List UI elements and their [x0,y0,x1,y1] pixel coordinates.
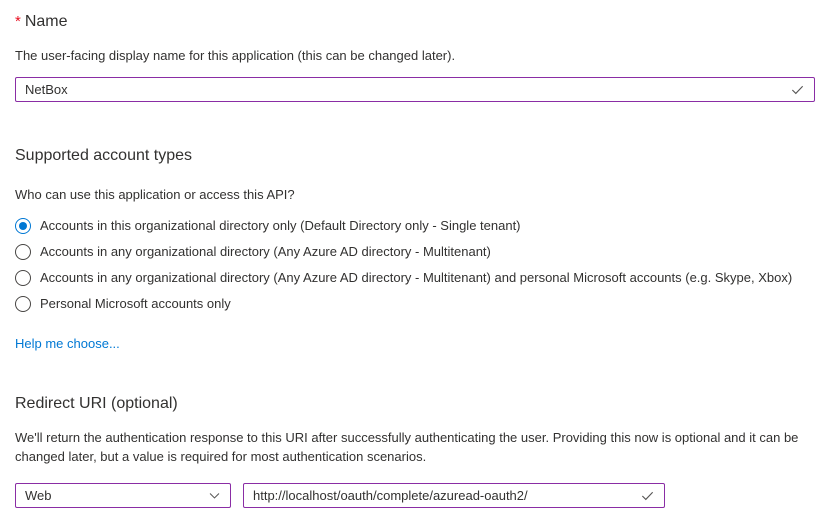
radio-option-personal-only[interactable] [15,295,815,312]
redirect-uri-row [15,483,815,508]
radio-button-icon [15,244,31,260]
radio-button-icon [15,218,31,234]
account-types-question: Who can use this application or access this API? [15,187,295,202]
chevron-down-icon [208,489,221,502]
name-description: The user-facing display name for this application (this can be changed later). [15,48,456,63]
help-me-choose-link[interactable]: Help me choose... [15,336,120,351]
redirect-uri-input[interactable] [243,483,665,508]
required-asterisk: * [15,13,21,30]
name-section-title [15,12,815,32]
radio-option-label: Personal Microsoft accounts only [40,296,231,311]
radio-option-label: Accounts in any organizational directory (Any Azure AD directory - Multitenant) and personal Microsoft accounts (e.g. Skype, Xbox) [40,270,793,285]
radio-button-icon [15,270,31,286]
account-types-radio-group [15,217,815,312]
redirect-uri-title: Redirect URI (optional) [15,395,178,412]
app-name-input[interactable] [15,77,815,102]
redirect-uri-value: http://localhost/oauth/complete/azuread-oauth2/ [253,488,528,503]
radio-option-label: Accounts in any organizational directory (Any Azure AD directory - Multitenant) [40,244,491,259]
radio-option-label: Accounts in this organizational directory only (Default Directory only - Single tenant) [40,218,521,233]
check-icon [640,488,655,503]
redirect-uri-description: We'll return the authentication response to this URI after successfully authenticating the user. Providing this now is optional and it can be changed later, but a value is required for most authentication scenarios. [15,430,799,464]
radio-option-single-tenant[interactable] [15,217,815,234]
radio-option-multitenant-personal[interactable] [15,269,815,286]
platform-dropdown-value: Web [25,488,52,503]
radio-button-icon [15,296,31,312]
platform-dropdown[interactable] [15,483,231,508]
name-title-text: Name [24,13,68,30]
app-name-value: NetBox [25,82,68,97]
radio-option-multitenant[interactable] [15,243,815,260]
check-icon [790,82,805,97]
account-types-title: Supported account types [15,147,193,164]
